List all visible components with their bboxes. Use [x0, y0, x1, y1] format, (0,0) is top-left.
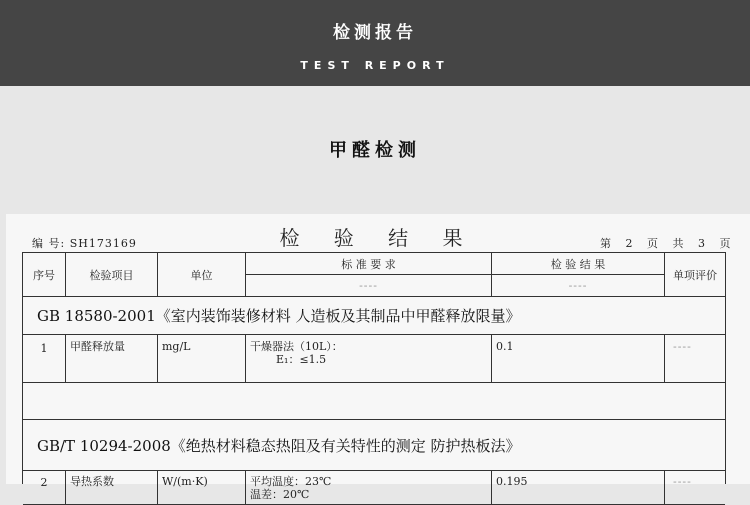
header-result-sub: ----: [568, 279, 588, 292]
report-header-banner: [0, 0, 750, 86]
section-title: 甲醛检测: [329, 140, 421, 161]
row-index: 2: [23, 470, 66, 504]
page-info: 第 2 页 共 3 页: [600, 237, 732, 250]
header-standard: [246, 253, 492, 296]
header-result-label: 检 验 结 果: [492, 253, 664, 275]
header-standard-sub: ----: [359, 279, 378, 292]
row-unit: W/(m·K): [158, 470, 246, 504]
header-item: 检验项目: [66, 253, 158, 296]
table-header-row: [23, 253, 725, 297]
row-requirement-line1: 平均温度：23℃: [250, 475, 332, 488]
report-title-cn: 检测报告: [333, 23, 417, 43]
row-item: 导热系数: [66, 470, 158, 504]
report-title-en: TEST REPORT: [300, 59, 450, 72]
row-spacer: [23, 383, 725, 419]
document-title: 检 验 结 果: [279, 226, 477, 250]
row-evaluation: ----: [673, 475, 692, 488]
row-requirement-line2: 温差：20℃: [250, 488, 310, 501]
header-evaluation: 单项评价: [673, 268, 717, 282]
table-row: [23, 470, 725, 505]
row-evaluation: ----: [673, 340, 692, 353]
header-standard-label: 标 准 要 求: [246, 253, 491, 275]
table-row: [23, 335, 725, 383]
row-requirement-line1: 干燥器法（10L）：: [250, 340, 343, 353]
header-index: 序号: [23, 253, 66, 296]
standard-title-row: GB 18580-2001《室内装饰装修材料 人造板及其制品中甲醛释放限量》: [23, 297, 725, 335]
header-unit: 单位: [158, 253, 246, 296]
row-item: 甲醛释放量: [66, 335, 158, 382]
row-requirement: [246, 470, 492, 504]
standard-title-row: GB/T 10294-2008《绝热材料稳态热阻及有关特性的测定 防护热板法》: [23, 419, 725, 471]
row-requirement-line2: E₁：≤1.5: [276, 353, 327, 366]
results-table: [22, 252, 726, 501]
row-result: 0.195: [492, 470, 665, 504]
report-number-label: 编 号:: [32, 237, 66, 250]
row-index: 1: [23, 335, 66, 382]
row-result: 0.1: [492, 335, 665, 382]
report-document: [6, 214, 750, 501]
header-result: [492, 253, 665, 296]
row-unit: mg/L: [158, 335, 246, 382]
report-number-value: SH173169: [69, 237, 137, 250]
row-requirement: [246, 335, 492, 382]
